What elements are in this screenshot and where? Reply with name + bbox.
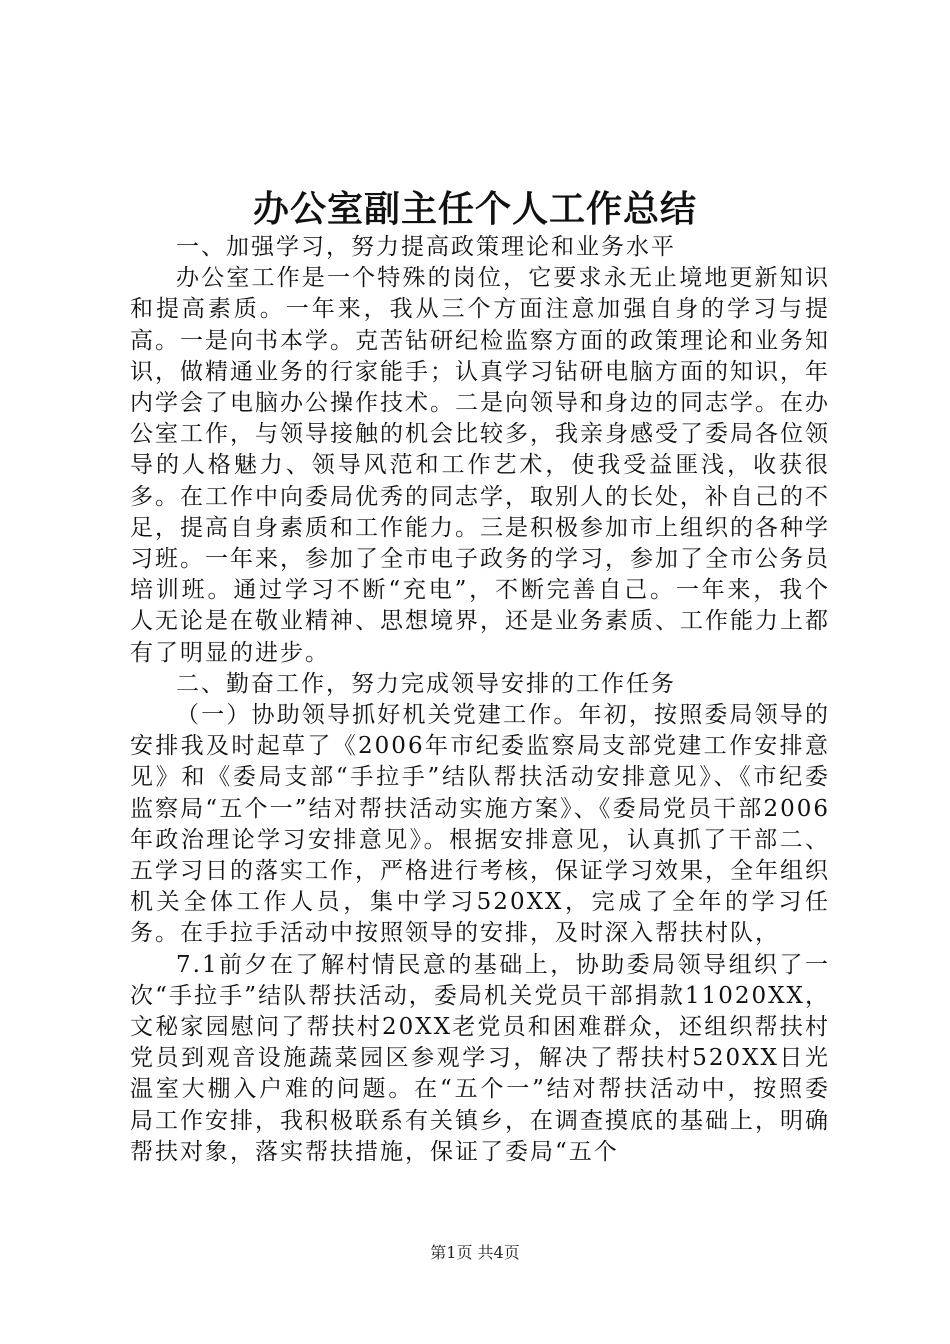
section-heading-1: 一、加强学习，努力提高政策理论和业务水平 [176,234,676,260]
document-title: 办公室副主任个人工作总结 [252,188,697,230]
body-paragraph: （一）协助领导抓好机关党建工作。年初，按照委局领导的安排我及时起草了《2006年市纪委监察局支部党建工作安排意见》和《委局支部“手拉手”结队帮扶活动安排意见》、《市纪委监察局“五个一”结对帮扶活动实施方案》、《委局党员干部2006年政治理论学习安排意见》。根据安排意见，认真抓了干部二、五学习日的落实工作，严格进行考核，保证学习效果，全年组织机关全体工作人员，集中学习520XX，完成了全年的学习任务。在手拉手活动中按照领导的安排，及时深入帮扶村队， [130,702,830,947]
body-paragraph: 7.1前夕在了解村情民意的基础上，协助委局领导组织了一次“手拉手”结队帮扶活动，委局机关党员干部捐款11020XX，文秘家园慰问了帮扶村20XX老党员和困难群众，还组织帮扶村党员到观音设施蔬菜园区参观学习，解决了帮扶村520XX日光温室大棚入户难的问题。在“五个一”结对帮扶活动中，按照委局工作安排，我积极联系有关镇乡，在调查摸底的基础上，明确帮扶对象，落实帮扶措施，保证了委局“五个 [130,951,830,1165]
page-footer: 第1页 共4页 [430,1243,520,1262]
body-paragraph: 办公室工作是一个特殊的岗位，它要求永无止境地更新知识和提高素质。一年来，我从三个方面注意加强自身的学习与提高。一是向书本学。克苦钻研纪检监察方面的政策理论和业务知识，做精通业务的行家能手；认真学习钻研电脑方面的知识，年内学会了电脑办公操作技术。二是向领导和身边的同志学。在办公室工作，与领导接触的机会比较多，我亲身感受了委局各位领导的人格魅力、领导风范和工作艺术，使我受益匪浅，收获很多。在工作中向委局优秀的同志学，取别人的长处，补自己的不足，提高自身素质和工作能力。三是积极参加市上组织的各种学习班。一年来，参加了全市电子政务的学习，参加了全市公务员培训班。通过学习不断“充电”，不断完善自己。一年来，我个人无论是在敬业精神、思想境界，还是业务素质、工作能力上都有了明显的进步。 [130,265,830,666]
section-heading-2: 二、勤奋工作，努力完成领导安排的工作任务 [176,670,676,697]
document-body [130,232,830,1168]
